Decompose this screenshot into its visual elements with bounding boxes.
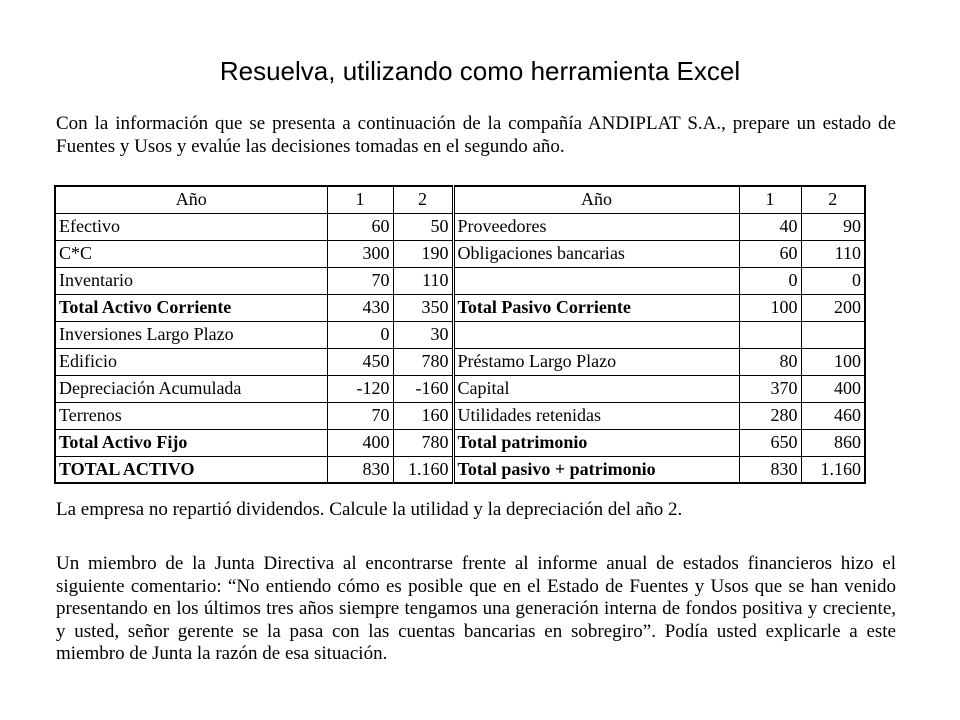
- liability-label: Utilidades retenidas: [453, 402, 739, 429]
- board-comment-paragraph: Un miembro de la Junta Directiva al encontrarse frente al informe anual de estados financieros hizo el siguiente comentario: “No entiendo cómo es posible que en el Estado de Fuentes y Usos que se han venido presentando en los últimos tres años siempre tengamos una generación interna de fondos positiva y creciente, y usted, señor gerente se la pasa con las cuentas bancarias en sobregiro”. Podía usted explicarle a este miembro de Junta la razón de esa situación.: [56, 553, 896, 665]
- assets-year1-header: 1: [327, 186, 393, 213]
- asset-year1: 450: [327, 348, 393, 375]
- liability-year1: 650: [739, 429, 801, 456]
- balance-sheet-table: [54, 185, 866, 484]
- table-header-row: [55, 186, 865, 213]
- asset-year2: 50: [393, 213, 453, 240]
- liability-year2: 860: [801, 429, 865, 456]
- liability-year2: 200: [801, 294, 865, 321]
- asset-label: Efectivo: [55, 213, 327, 240]
- dividends-paragraph: La empresa no repartió dividendos. Calcule la utilidad y la depreciación del año 2.: [56, 499, 683, 520]
- asset-year1: 400: [327, 429, 393, 456]
- liability-label: Proveedores: [453, 213, 739, 240]
- liability-year1: 280: [739, 402, 801, 429]
- liability-year2: 0: [801, 267, 865, 294]
- table-row-grand-total: [55, 456, 865, 483]
- liability-label: Préstamo Largo Plazo: [453, 348, 739, 375]
- intro-paragraph: Con la información que se presenta a continuación de la compañía ANDIPLAT S.A., prepare un estado de Fuentes y Usos y evalúe las decisiones tomadas en el segundo año.: [56, 113, 896, 157]
- table-row: [55, 375, 865, 402]
- asset-year2: 780: [393, 429, 453, 456]
- asset-year1: 300: [327, 240, 393, 267]
- asset-year1: 0: [327, 321, 393, 348]
- slide-title: Resuelva, utilizando como herramienta Excel: [219, 56, 741, 86]
- asset-year1: 430: [327, 294, 393, 321]
- table-row: [55, 402, 865, 429]
- liabilities-year-header: Año: [453, 186, 739, 213]
- liability-year2: 400: [801, 375, 865, 402]
- assets-year2-header: 2: [393, 186, 453, 213]
- asset-label: Inversiones Largo Plazo: [55, 321, 327, 348]
- asset-label: Inventario: [55, 267, 327, 294]
- liability-year1: 830: [739, 456, 801, 483]
- table-row: [55, 240, 865, 267]
- liability-year1: 40: [739, 213, 801, 240]
- table-row-total: [55, 294, 865, 321]
- asset-year2: 190: [393, 240, 453, 267]
- liability-year1: 370: [739, 375, 801, 402]
- liability-year2: [801, 321, 865, 348]
- asset-label: TOTAL ACTIVO: [55, 456, 327, 483]
- liability-year2: 1.160: [801, 456, 865, 483]
- liability-label: Obligaciones bancarias: [453, 240, 739, 267]
- liability-year2: 460: [801, 402, 865, 429]
- table-row: [55, 213, 865, 240]
- liability-year2: 110: [801, 240, 865, 267]
- liability-label: Capital: [453, 375, 739, 402]
- asset-year2: 780: [393, 348, 453, 375]
- asset-year1: 70: [327, 267, 393, 294]
- asset-year2: -160: [393, 375, 453, 402]
- asset-year2: 160: [393, 402, 453, 429]
- liability-year2: 100: [801, 348, 865, 375]
- assets-year-header: Año: [55, 186, 327, 213]
- liability-year1: 80: [739, 348, 801, 375]
- asset-year1: -120: [327, 375, 393, 402]
- liability-year1: 60: [739, 240, 801, 267]
- asset-label: Total Activo Corriente: [55, 294, 327, 321]
- liabilities-year2-header: 2: [801, 186, 865, 213]
- liability-year2: 90: [801, 213, 865, 240]
- liability-label: Total pasivo + patrimonio: [453, 456, 739, 483]
- liability-label: Total Pasivo Corriente: [453, 294, 739, 321]
- liabilities-year1-header: 1: [739, 186, 801, 213]
- asset-label: Terrenos: [55, 402, 327, 429]
- liability-label: Total patrimonio: [453, 429, 739, 456]
- asset-year1: 70: [327, 402, 393, 429]
- table-row: [55, 267, 865, 294]
- asset-year2: 350: [393, 294, 453, 321]
- liability-year1: 100: [739, 294, 801, 321]
- asset-year2: 30: [393, 321, 453, 348]
- asset-label: Total Activo Fijo: [55, 429, 327, 456]
- liability-label: [453, 321, 739, 348]
- liability-year1: 0: [739, 267, 801, 294]
- liability-label: [453, 267, 739, 294]
- liability-year1: [739, 321, 801, 348]
- asset-year1: 60: [327, 213, 393, 240]
- asset-label: C*C: [55, 240, 327, 267]
- table-row: [55, 321, 865, 348]
- asset-year2: 1.160: [393, 456, 453, 483]
- table-row: [55, 348, 865, 375]
- table-row-total: [55, 429, 865, 456]
- asset-year2: 110: [393, 267, 453, 294]
- asset-label: Depreciación Acumulada: [55, 375, 327, 402]
- asset-label: Edificio: [55, 348, 327, 375]
- asset-year1: 830: [327, 456, 393, 483]
